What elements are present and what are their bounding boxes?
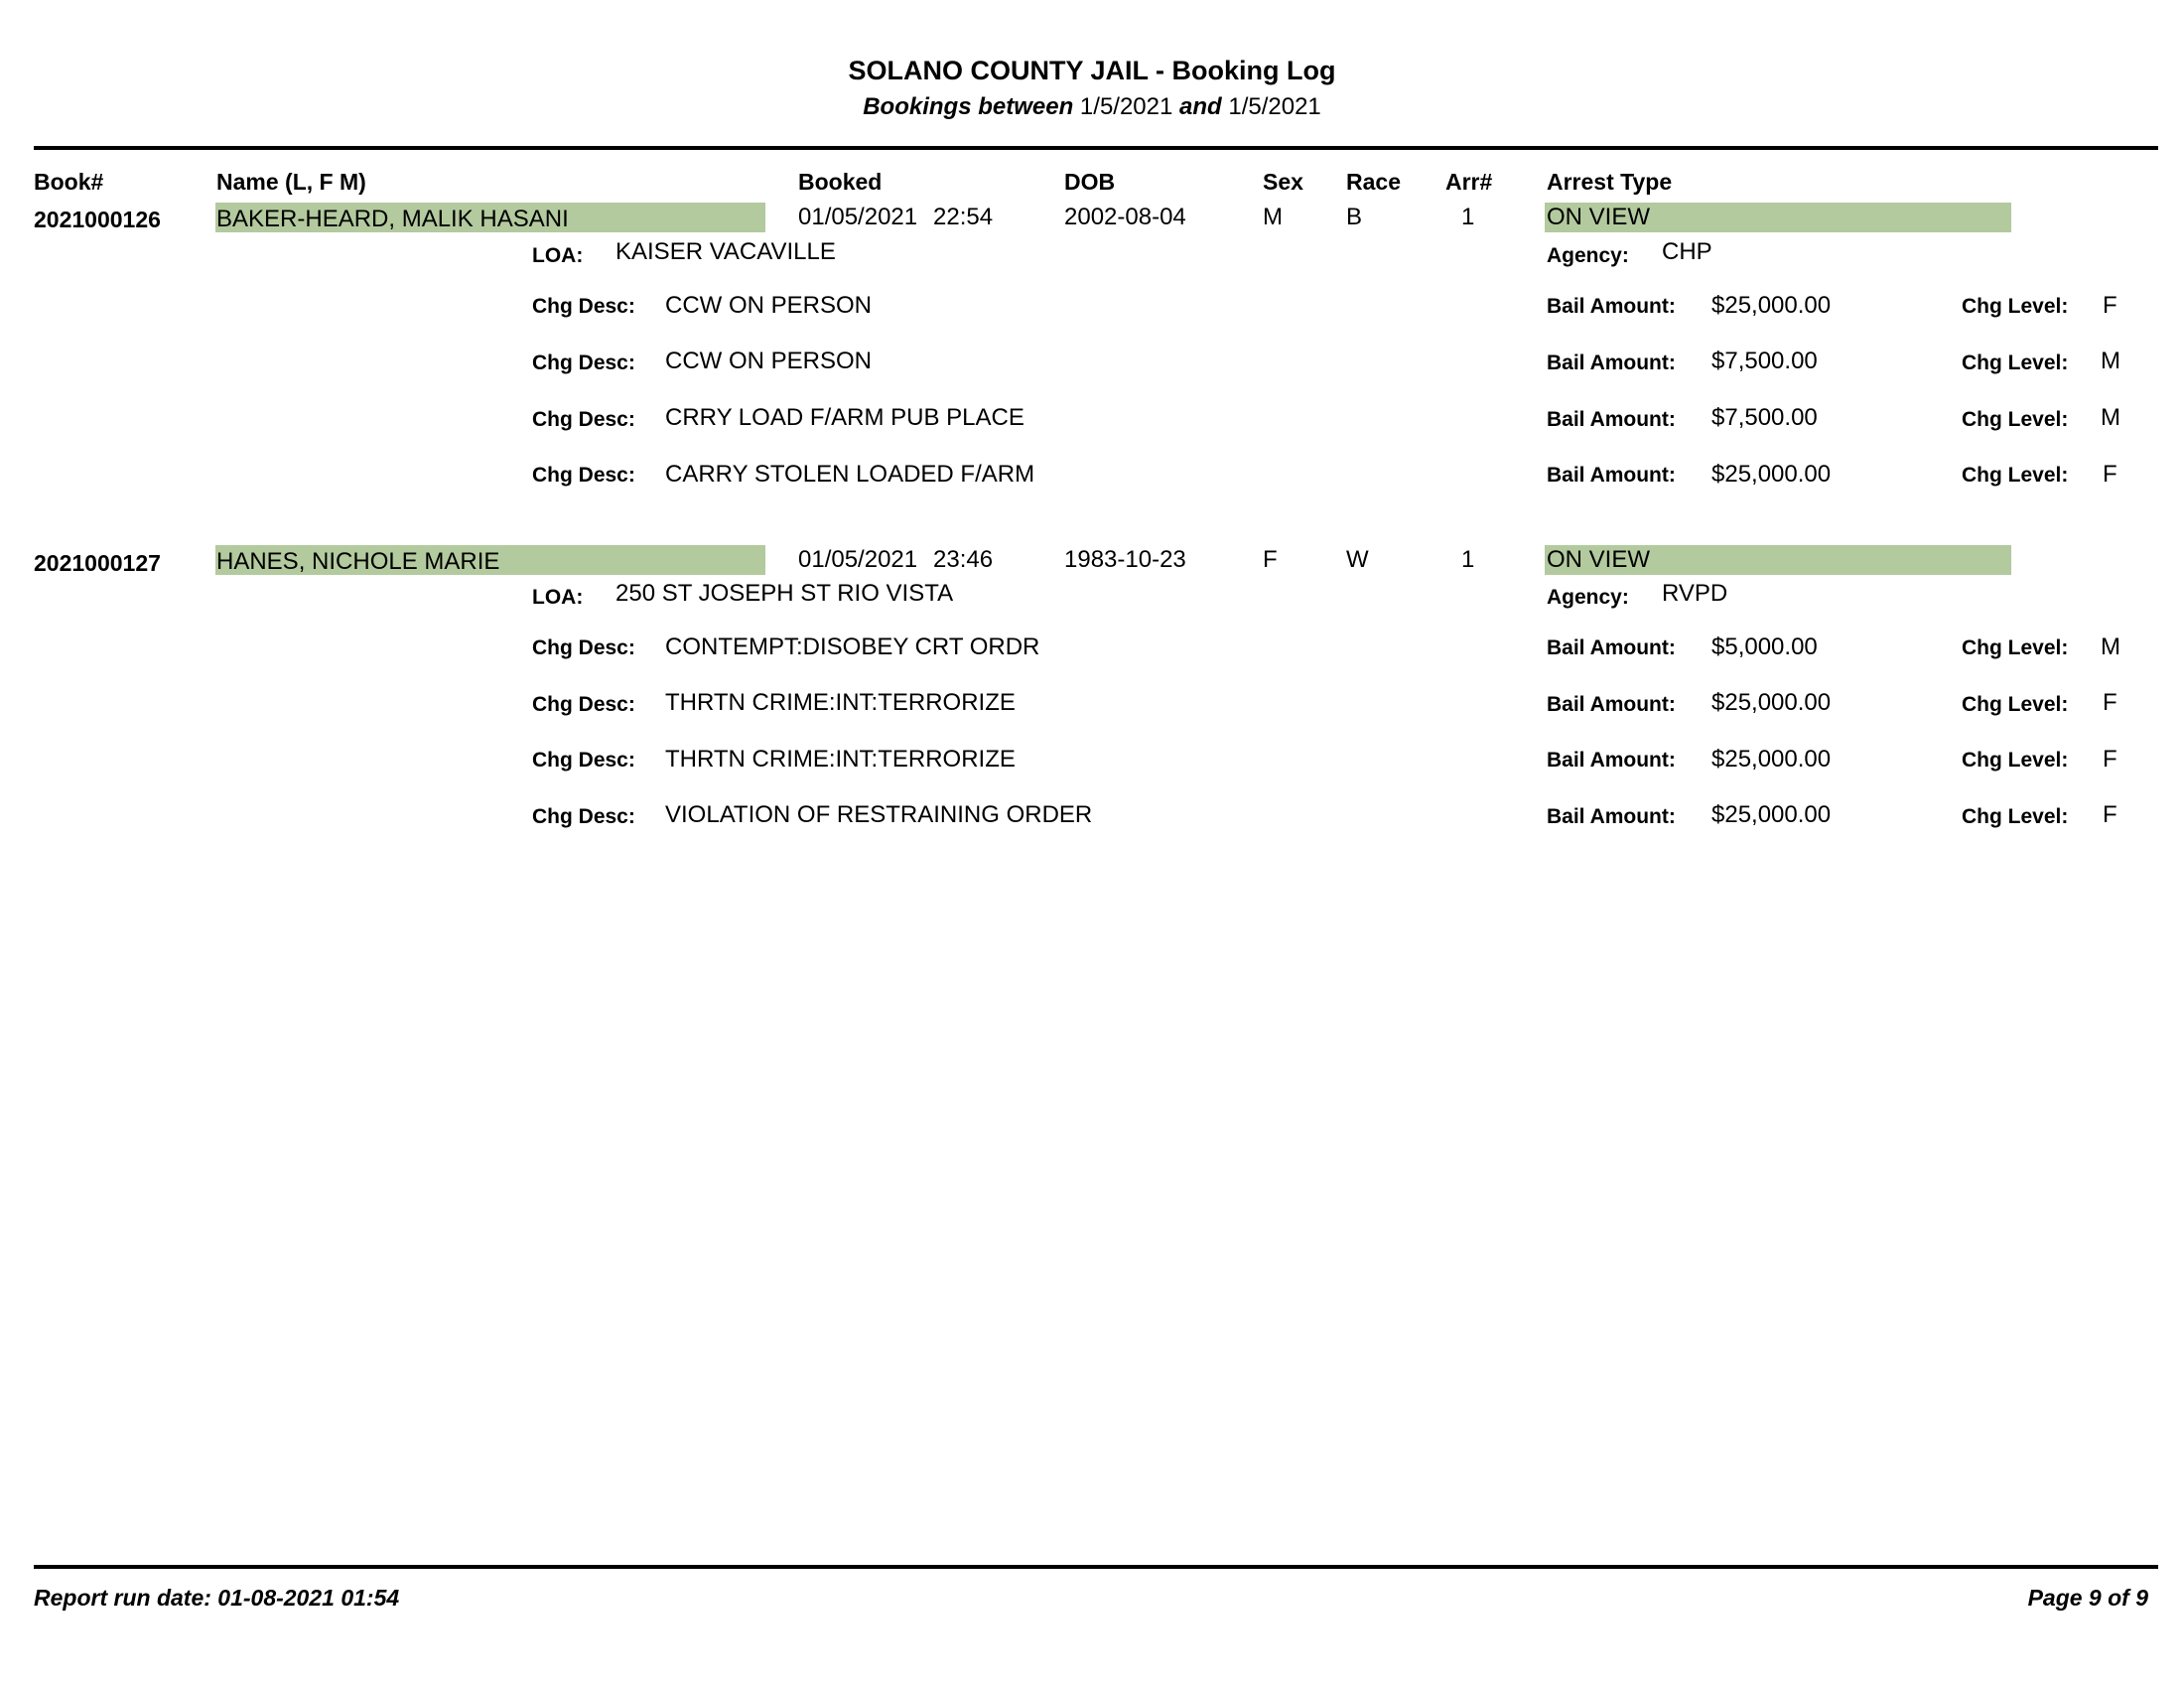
bail-amount-label: Bail Amount: [1547, 295, 1676, 318]
race: W [1346, 546, 1369, 573]
chg-desc-value: CONTEMPT:DISOBEY CRT ORDR [665, 633, 1040, 660]
subtitle-prefix: Bookings between [863, 93, 1074, 120]
booked-time: 23:46 [933, 546, 994, 573]
chg-level-label: Chg Level: [1962, 295, 2069, 318]
col-header-arr: Arr# [1445, 169, 1493, 195]
header-rule [34, 146, 2158, 150]
report-run-date: Report run date: 01-08-2021 01:54 [34, 1585, 400, 1611]
sex: M [1263, 204, 1283, 230]
chg-desc-label: Chg Desc: [532, 408, 635, 431]
chg-desc-value: THRTN CRIME:INT:TERRORIZE [665, 689, 1016, 716]
date-of-birth: 1983-10-23 [1064, 546, 1186, 573]
loa-value: KAISER VACAVILLE [615, 238, 836, 265]
bail-amount-value: $5,000.00 [1711, 633, 1818, 660]
bail-amount-value: $25,000.00 [1711, 292, 1832, 319]
agency-label: Agency: [1547, 244, 1629, 267]
chg-level-label: Chg Level: [1962, 636, 2069, 659]
chg-level-value: F [2103, 461, 2117, 488]
chg-desc-value: CRRY LOAD F/ARM PUB PLACE [665, 404, 1024, 431]
chg-level-value: F [2103, 292, 2117, 319]
chg-level-label: Chg Level: [1962, 352, 2069, 374]
booking-number: 2021000127 [34, 550, 161, 576]
race: B [1346, 204, 1363, 230]
chg-desc-value: CARRY STOLEN LOADED F/ARM [665, 461, 1035, 488]
date-of-birth: 2002-08-04 [1064, 204, 1186, 230]
chg-level-value: M [2101, 633, 2120, 660]
booking-number: 2021000126 [34, 207, 161, 232]
col-header-dob: DOB [1064, 169, 1116, 195]
arrest-count: 1 [1461, 204, 1475, 230]
chg-desc-value: CCW ON PERSON [665, 292, 873, 319]
chg-desc-label: Chg Desc: [532, 636, 635, 659]
chg-desc-value: THRTN CRIME:INT:TERRORIZE [665, 746, 1016, 773]
loa-label: LOA: [532, 586, 584, 609]
chg-level-value: F [2103, 801, 2117, 828]
bail-amount-value: $7,500.00 [1711, 348, 1818, 374]
chg-level-value: M [2101, 404, 2120, 431]
booked-date: 01/05/2021 [798, 546, 918, 573]
subtitle-start-date: 1/5/2021 [1079, 93, 1173, 120]
chg-desc-label: Chg Desc: [532, 352, 635, 374]
chg-desc-label: Chg Desc: [532, 749, 635, 772]
bail-amount-label: Bail Amount: [1547, 408, 1676, 431]
inmate-name: BAKER-HEARD, MALIK HASANI [216, 206, 569, 232]
bail-amount-label: Bail Amount: [1547, 805, 1676, 828]
footer-rule [34, 1565, 2158, 1569]
col-header-race: Race [1346, 169, 1401, 195]
bail-amount-value: $25,000.00 [1711, 461, 1832, 488]
chg-desc-label: Chg Desc: [532, 805, 635, 828]
chg-level-label: Chg Level: [1962, 749, 2069, 772]
chg-level-value: F [2103, 689, 2117, 716]
col-header-book: Book# [34, 169, 104, 195]
booked-date: 01/05/2021 [798, 204, 918, 230]
subtitle-end-date: 1/5/2021 [1228, 93, 1321, 120]
col-header-arrest-type: Arrest Type [1547, 169, 1673, 195]
loa-value: 250 ST JOSEPH ST RIO VISTA [615, 580, 954, 607]
chg-level-label: Chg Level: [1962, 464, 2069, 487]
col-header-name: Name (L, F M) [216, 169, 366, 195]
agency-value: CHP [1662, 238, 1712, 265]
bail-amount-value: $25,000.00 [1711, 746, 1832, 773]
arrest-type: ON VIEW [1547, 546, 1651, 573]
page-number: Page 9 of 9 [2027, 1585, 2148, 1611]
chg-desc-label: Chg Desc: [532, 464, 635, 487]
bail-amount-label: Bail Amount: [1547, 352, 1676, 374]
sex: F [1263, 546, 1278, 573]
agency-label: Agency: [1547, 586, 1629, 609]
chg-level-label: Chg Level: [1962, 805, 2069, 828]
bail-amount-value: $25,000.00 [1711, 689, 1832, 716]
bail-amount-label: Bail Amount: [1547, 636, 1676, 659]
chg-level-label: Chg Level: [1962, 693, 2069, 716]
chg-level-value: M [2101, 348, 2120, 374]
col-header-sex: Sex [1263, 169, 1303, 195]
bail-amount-value: $25,000.00 [1711, 801, 1832, 828]
report-title: SOLANO COUNTY JAIL - Booking Log [848, 56, 1336, 85]
subtitle-and: and [1179, 93, 1222, 120]
arrest-type: ON VIEW [1547, 204, 1651, 230]
arrest-count: 1 [1461, 546, 1475, 573]
report-subtitle [0, 93, 2184, 121]
inmate-name: HANES, NICHOLE MARIE [216, 548, 500, 575]
chg-desc-label: Chg Desc: [532, 295, 635, 318]
col-header-booked: Booked [798, 169, 883, 195]
booked-time: 22:54 [933, 204, 994, 230]
chg-level-value: F [2103, 746, 2117, 773]
bail-amount-label: Bail Amount: [1547, 464, 1676, 487]
bail-amount-label: Bail Amount: [1547, 749, 1676, 772]
bail-amount-label: Bail Amount: [1547, 693, 1676, 716]
chg-level-label: Chg Level: [1962, 408, 2069, 431]
loa-label: LOA: [532, 244, 584, 267]
chg-desc-value: VIOLATION OF RESTRAINING ORDER [665, 801, 1093, 828]
chg-desc-value: CCW ON PERSON [665, 348, 873, 374]
chg-desc-label: Chg Desc: [532, 693, 635, 716]
bail-amount-value: $7,500.00 [1711, 404, 1818, 431]
agency-value: RVPD [1662, 580, 1728, 607]
